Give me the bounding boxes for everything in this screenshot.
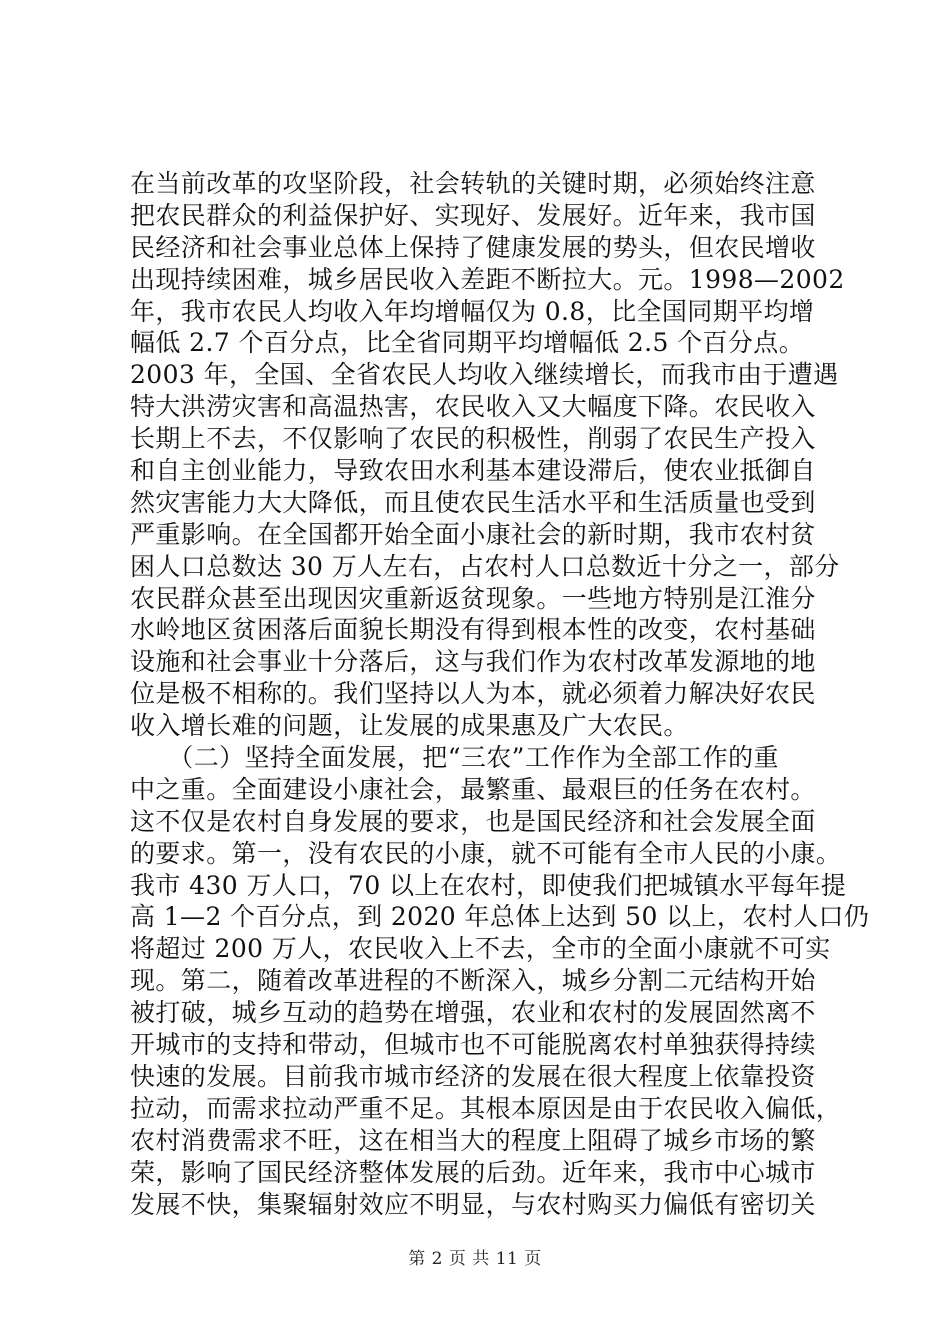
text-line: 然灾害能力大大降低，而且使农民生活水平和生活质量也受到: [130, 487, 816, 517]
text-line: 拉动，而需求拉动严重不足。其根本原因是由于农民收入偏低，: [130, 1093, 842, 1123]
text-line: 农民群众甚至出现因灾重新返贫现象。一些地方特别是江淮分: [130, 583, 816, 613]
text-line: 出现持续困难，城乡居民收入差距不断拉大。元。1998—2002: [130, 264, 845, 294]
text-line: 我市 430 万人口，70 以上在农村，即使我们把城镇水平每年提: [130, 870, 847, 900]
text-line: 中之重。全面建设小康社会，最繁重、最艰巨的任务在农村。: [130, 774, 816, 804]
text-line: 特大洪涝灾害和高温热害，农民收入又大幅度下降。农民收入: [130, 392, 816, 422]
text-line: 幅低 2.7 个百分点，比全省同期平均增幅低 2.5 个百分点。: [130, 328, 805, 358]
text-line: 荣，影响了国民经济整体发展的后劲。近年来，我市中心城市: [130, 1157, 816, 1187]
text-line: 2003 年，全国、全省农民人均收入继续增长，而我市由于遭遇: [130, 360, 839, 390]
text-line: 困人口总数达 30 万人左右，占农村人口总数近十分之一，部分: [130, 551, 840, 581]
text-line: 高 1—2 个百分点，到 2020 年总体上达到 50 以上，农村人口仍: [130, 902, 870, 932]
text-line: 民经济和社会事业总体上保持了健康发展的势头，但农民增收: [130, 232, 816, 262]
text-line: 水岭地区贫困落后面貌长期没有得到根本性的改变，农村基础: [130, 615, 816, 645]
text-line: 被打破，城乡互动的趋势在增强，农业和农村的发展固然离不: [130, 998, 816, 1028]
page-footer: [0, 1244, 950, 1269]
text-line: 这不仅是农村自身发展的要求，也是国民经济和社会发展全面: [130, 806, 816, 836]
text-line: 位是极不相称的。我们坚持以人为本，就必须着力解决好农民: [130, 679, 816, 709]
text-line: 和自主创业能力，导致农田水利基本建设滞后，使农业抵御自: [130, 456, 816, 486]
text-line: 年，我市农民人均收入年均增幅仅为 0.8，比全国同期平均增: [130, 296, 815, 326]
text-line: 将超过 200 万人，农民收入上不去，全市的全面小康就不可实: [130, 934, 831, 964]
text-line: 开城市的支持和带动，但城市也不可能脱离农村单独获得持续: [130, 1030, 816, 1060]
page-number-label: 第 2 页 共 11 页: [408, 1249, 542, 1269]
text-line: 农村消费需求不旺，这在相当大的程度上阻碍了城乡市场的繁: [130, 1125, 816, 1155]
text-line: （二）坚持全面发展，把“三农”工作作为全部工作的重: [130, 743, 779, 773]
text-line: 快速的发展。目前我市城市经济的发展在很大程度上依靠投资: [130, 1061, 816, 1091]
text-line: 现。第二，随着改革进程的不断深入，城乡分割二元结构开始: [130, 966, 816, 996]
text-line: 收入增长难的问题，让发展的成果惠及广大农民。: [130, 711, 689, 741]
text-line: 在当前改革的攻坚阶段，社会转轨的关键时期，必须始终注意: [130, 169, 816, 198]
text-line: 把农民群众的利益保护好、实现好、发展好。近年来，我市国: [130, 200, 816, 230]
text-line: 的要求。第一，没有农民的小康，就不可能有全市人民的小康。: [130, 838, 842, 868]
text-line: 长期上不去，不仅影响了农民的积极性，削弱了农民生产投入: [130, 424, 816, 454]
body-text: [130, 168, 870, 1220]
text-line: 严重影响。在全国都开始全面小康社会的新时期，我市农村贫: [130, 519, 816, 549]
text-line: 设施和社会事业十分落后，这与我们作为农村改革发源地的地: [130, 647, 816, 677]
text-line: 发展不快，集聚辐射效应不明显，与农村购买力偏低有密切关: [130, 1189, 816, 1219]
